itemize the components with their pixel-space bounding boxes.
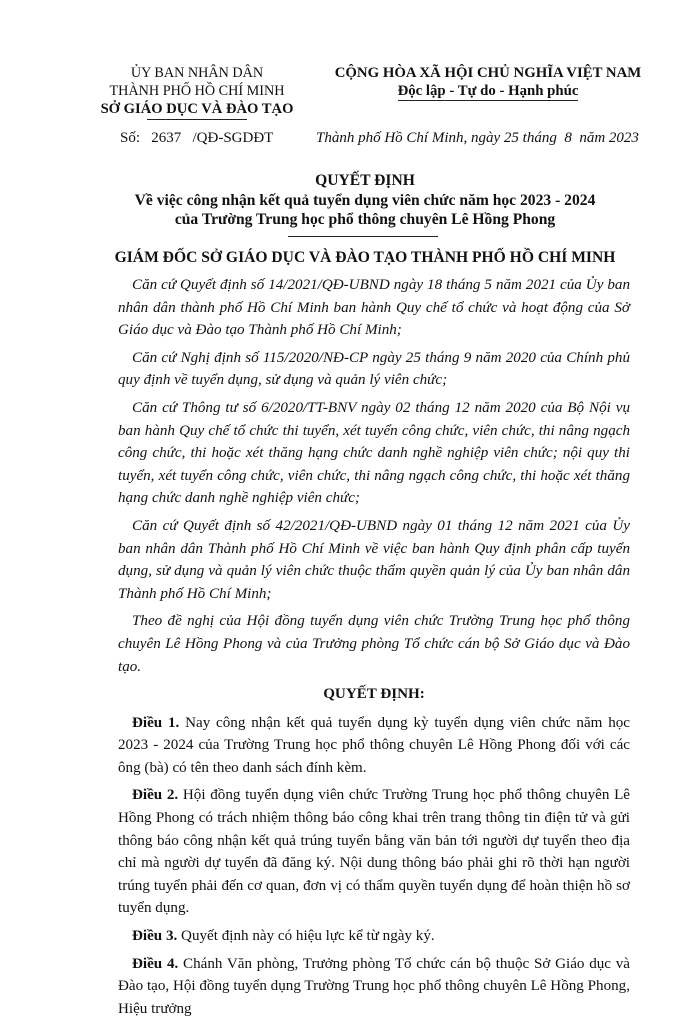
article-text: Quyết định này có hiệu lực kể từ ngày ký.: [177, 928, 435, 945]
article-label: Điều 1.: [132, 714, 180, 731]
national-heading-block: [318, 64, 658, 100]
legal-basis: Căn cứ Quyết định số 14/2021/QĐ-UBND ngày 18 tháng 5 năm 2021 của Ủy ban nhân dân thành phố Hồ Chí Minh ban hành Quy chế tổ chức và hoạt động của Sở Giáo dục và Đào tạo Thành phố Hồ Chí Minh;: [118, 277, 630, 339]
issuing-authority: GIÁM ĐỐC SỞ GIÁO DỤC VÀ ĐÀO TẠO THÀNH PHỐ HỒ CHÍ MINH: [114, 249, 616, 266]
article-1: [118, 712, 630, 780]
document-subject-line-2: của Trường Trung học phổ thông chuyên Lê Hồng Phong: [174, 211, 556, 228]
article-text: Chánh Văn phòng, Trưởng phòng Tổ chức cán bộ thuộc Sở Giáo dục và Đào tạo, Hội đồng tuyển dụng Trường Trung học phổ thông chuyên Lê Hồng Phong, Hiệu trưởng: [118, 955, 631, 1017]
document-subject-line-1: Về việc công nhận kết quả tuyển dụng viên chức năm học 2023 - 2024: [134, 192, 596, 209]
article-text: Nay công nhận kết quả tuyển dụng kỳ tuyển dụng viên chức năm học 2023 - 2024 của Trường Trung học phổ thông chuyên Lê Hồng Phong đối với các ông (bà) có tên theo danh sách đính kèm.: [118, 714, 630, 776]
legal-basis: Căn cứ Nghị định số 115/2020/NĐ-CP ngày 25 tháng 9 năm 2020 của Chính phủ quy định về tuyển dụng, sử dụng và quản lý viên chức;: [118, 349, 630, 389]
agency-underline: [147, 119, 247, 120]
article-3: [118, 925, 630, 948]
document-title: QUYẾT ĐỊNH: [315, 172, 415, 189]
document-date: Thành phố Hồ Chí Minh, ngày 25 tháng 8 năm 2023: [316, 130, 639, 146]
article-2: [118, 784, 630, 920]
title-divider: [288, 236, 438, 237]
national-motto: Độc lập - Tự do - Hạnh phúc: [397, 83, 579, 99]
document-number: Số: 2637 /QĐ-SGDĐT: [120, 130, 274, 146]
agency-name: SỞ GIÁO DỤC VÀ ĐÀO TẠO: [100, 101, 294, 117]
article-label: Điều 3.: [132, 928, 178, 945]
article-label: Điều 4.: [132, 955, 179, 972]
decision-heading: QUYẾT ĐỊNH:: [323, 686, 425, 703]
national-title: CỘNG HÒA XÃ HỘI CHỦ NGHĨA VIỆT NAM: [334, 65, 642, 81]
legal-basis: Căn cứ Thông tư số 6/2020/TT-BNV ngày 02 tháng 12 năm 2020 của Bộ Nội vụ ban hành Quy chế tổ chức thi tuyển, xét tuyển công chức, viên chức, thi nâng ngạch công chức, thi hoặc xét thăng hạng chức danh nghề nghiệp viên chức; nội quy thi tuyển, xét tuyển công chức, viên chức, thi nâng ngạch công chức, thi hoặc xét thăng hạng chức danh nghề nghiệp viên chức;: [118, 399, 630, 507]
agency-line-1: ỦY BAN NHÂN DÂN: [130, 65, 264, 81]
article-label: Điều 2.: [132, 787, 179, 804]
issuing-agency-block: [72, 64, 322, 120]
legal-basis: Căn cứ Quyết định số 42/2021/QĐ-UBND ngày 01 tháng 12 năm 2021 của Ủy ban nhân dân Thành phố Hồ Chí Minh về việc ban hành Quy định phân cấp tuyển dụng, sử dụng và quản lý viên chức thuộc thẩm quyền quản lý của Ủy ban nhân dân Thành phố Hồ Chí Minh;: [118, 517, 630, 602]
agency-line-2: THÀNH PHỐ HỒ CHÍ MINH: [109, 83, 285, 99]
document-body: [118, 274, 630, 1025]
article-text: Hội đồng tuyển dụng viên chức Trường Trung học phổ thông chuyên Lê Hồng Phong có trách nhiệm thông báo công khai trên trang thông tin điện tử và gửi thông báo công nhận kết quả trúng tuyển bằng văn bản tới người dự tuyển theo địa chỉ mà người dự tuyển đã đăng ký. Nội dung thông báo phải ghi rõ thời hạn người trúng tuyển phải đến cơ quan, đơn vị có thẩm quyền tuyển dụng để hoàn thiện hồ sơ tuyển dụng.: [118, 787, 630, 917]
proposal-basis: Theo đề nghị của Hội đồng tuyển dụng viên chức Trường Trung học phổ thông chuyên Lê Hồng Phong và của Trưởng phòng Tổ chức cán bộ Sở Giáo dục và Đào tạo.: [118, 613, 630, 675]
article-4: [118, 953, 630, 1021]
